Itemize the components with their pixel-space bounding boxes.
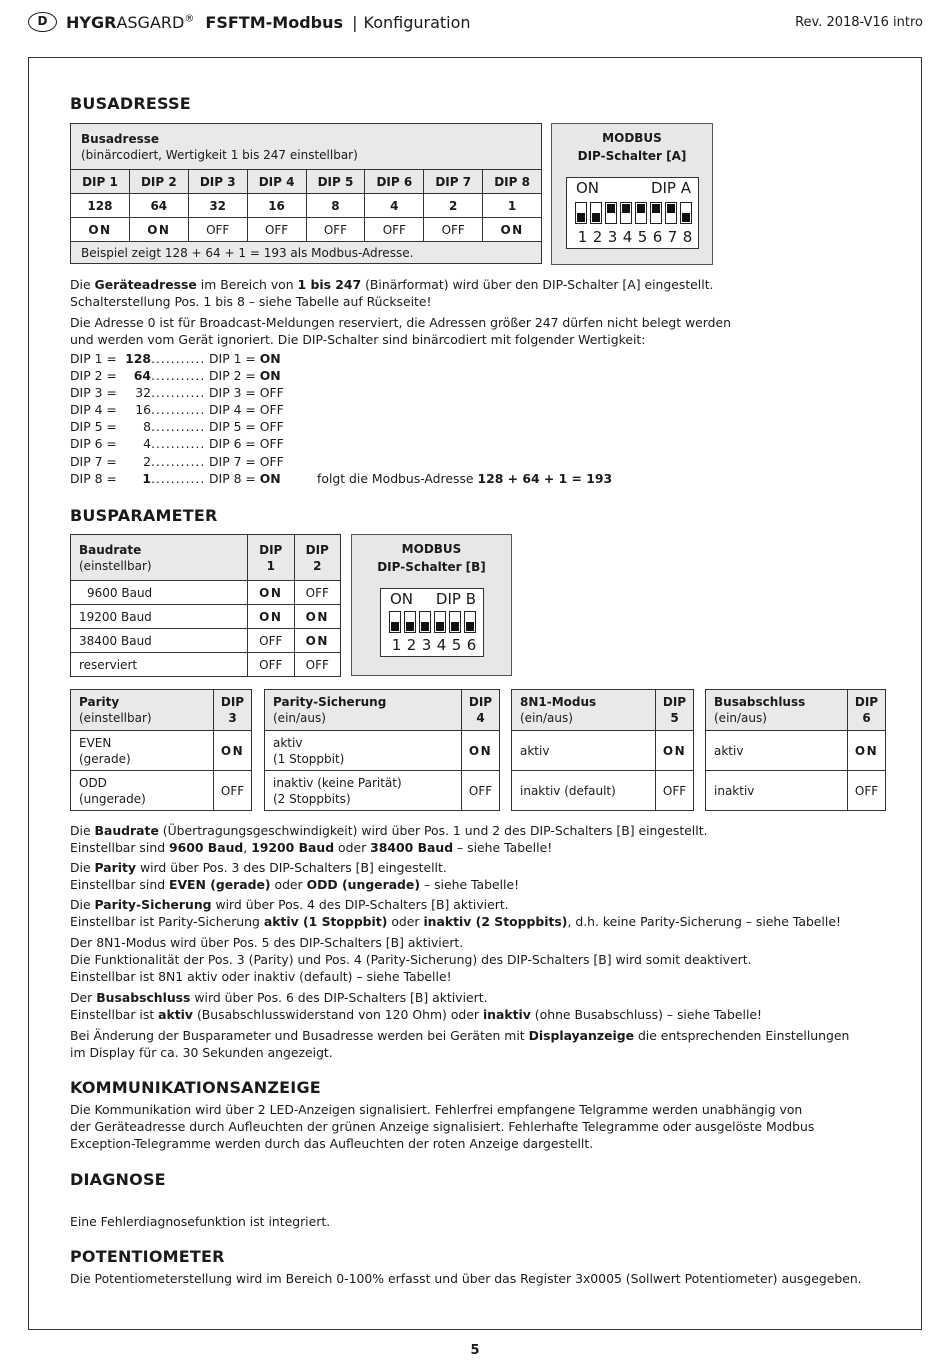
table-row [71, 771, 252, 811]
kommunikation-paragraph: Die Kommunikation wird über 2 LED-Anzeigen signalisiert. Fehlerfrei empfangene Telgramme werden unabhängig von der Geräteadresse durch Aufleuchten der grünen Anzeige signalisiert. Fehlerhafte Telegramme oder ausgelöste Modbus Exception-Telegramme werden durch das Aufleuchten der roten Anzeige dargestellt. [70, 1102, 815, 1151]
parity-sicherung-table [264, 689, 500, 811]
dip-switch-toggle [650, 202, 662, 224]
dip-switch-toggle [449, 611, 461, 633]
dip-switch-knob [592, 213, 600, 222]
table-dip-header: DIP 3 [214, 690, 252, 731]
baudrate-paragraph: Die Baudrate (Übertragungsgeschwindigkeit) wird über Pos. 1 und 2 des DIP-Schalters [B] eingestellt. Einstellbar sind 9600 Baud, 19200 Baud oder 38400 Baud – siehe Tabelle! [70, 823, 708, 855]
baudrate-row [71, 653, 341, 677]
dip-b-title-2: DIP-Schalter [B] [377, 560, 486, 574]
dip-b-numbers [389, 636, 479, 654]
busadresse-state-cell: ON [71, 218, 130, 242]
table-row-label: inaktiv [706, 771, 848, 811]
language-badge: D [28, 12, 57, 32]
page-header [28, 11, 923, 37]
table-row [706, 771, 886, 811]
table-header: 8N1-Modus (ein/aus) [512, 690, 656, 731]
busadresse-table [70, 123, 542, 264]
busadresse-table-header [71, 124, 542, 170]
dip-switch-toggle [590, 202, 602, 224]
table-dip-header: DIP 5 [656, 690, 694, 731]
dip-weight-row: DIP 1 = 128 ........... DIP 1 = ON [70, 351, 281, 366]
dip-b-label: DIP B [435, 590, 476, 608]
baudrate-dip2: ON [294, 629, 341, 653]
baudrate-dip2: OFF [294, 581, 341, 605]
page-number: 5 [470, 1343, 480, 1358]
baudrate-dip2: OFF [294, 653, 341, 677]
dip-switch-knob [436, 622, 444, 631]
baudrate-label: reserviert [71, 653, 248, 677]
table-header: Parity (einstellbar) [71, 690, 214, 731]
heading-busadresse: BUSADRESSE [70, 94, 191, 113]
baudrate-dip1: OFF [248, 629, 295, 653]
busadresse-state-row [71, 218, 542, 242]
dip-switch-knob [682, 213, 690, 222]
dip-a-on-label: ON [576, 179, 600, 197]
table-row-label: aktiv [512, 731, 656, 771]
table-row-label: aktiv [706, 731, 848, 771]
table-row [71, 731, 252, 771]
table-row-value: ON [214, 731, 252, 771]
busadresse-col-header: DIP 1 [71, 170, 130, 194]
busadresse-weight-cell: 128 [71, 194, 130, 218]
dip-weight-row: DIP 3 = 32 ........... DIP 3 = OFF [70, 385, 284, 401]
8n1-table [511, 689, 694, 811]
dip-switch-number: 8 [682, 228, 693, 246]
busadresse-col-header: DIP 8 [483, 170, 542, 194]
baudrate-label: 38400 Baud [71, 629, 248, 653]
busadresse-paragraph-2: Die Adresse 0 ist für Broadcast-Meldungen reserviert, die Adressen größer 247 dürfen nicht belegt werden und werden vom Gerät ignoriert. Die DIP-Schalter sind binärcodiert mit folgender Wertigkeit: [70, 315, 731, 347]
table-row-value: OFF [656, 771, 694, 811]
table-row [265, 731, 500, 771]
busadresse-col-header: DIP 7 [424, 170, 483, 194]
dip-switch-knob [607, 204, 615, 213]
dip-switch-knob [391, 622, 399, 631]
busadresse-col-header: DIP 3 [188, 170, 247, 194]
dip-switch-toggle [434, 611, 446, 633]
table-row-value: OFF [462, 771, 500, 811]
busadresse-weight-cell: 2 [424, 194, 483, 218]
modbus-address-result: folgt die Modbus-Adresse 128 + 64 + 1 = 193 [317, 470, 613, 486]
dip-a-numbers [575, 228, 695, 246]
dip-weight-row: DIP 5 = 8 ........... DIP 5 = OFF [70, 419, 284, 435]
dip-switch-number: 6 [466, 636, 477, 654]
dip-weight-row: DIP 7 = 2 ........... DIP 7 = OFF [70, 453, 284, 469]
heading-potentiometer: POTENTIOMETER [70, 1247, 225, 1266]
diagnose-paragraph: Eine Fehlerdiagnosefunktion ist integriert. [70, 1214, 331, 1229]
busadresse-weight-cell: 16 [247, 194, 306, 218]
busadresse-weight-cell: 4 [365, 194, 424, 218]
baudrate-label: 9600 Baud [71, 581, 248, 605]
parity-table [70, 689, 252, 811]
busadresse-weight-cell: 8 [306, 194, 365, 218]
dip-weight-row: DIP 6 = 4 ........... DIP 6 = OFF [70, 436, 284, 452]
busadresse-col-header: DIP 4 [247, 170, 306, 194]
dip-switch-toggle [575, 202, 587, 224]
dip-switch-toggle [464, 611, 476, 633]
busadresse-state-cell: ON [129, 218, 188, 242]
dip-switch-toggle [389, 611, 401, 633]
section-name: Konfiguration [363, 13, 471, 32]
table-row [512, 731, 694, 771]
dip-switch-number: 1 [391, 636, 402, 654]
table-row-value: ON [462, 731, 500, 771]
brand-title [66, 13, 471, 32]
busadresse-table-subtitle: (binärcodiert, Wertigkeit 1 bis 247 einstellbar) [81, 147, 358, 162]
table-row [265, 771, 500, 811]
dip-switch-number: 2 [406, 636, 417, 654]
baudrate-dip1: ON [248, 605, 295, 629]
dip-switch-knob [622, 204, 630, 213]
dip-switch-b-box [351, 534, 512, 676]
dip-switch-number: 6 [652, 228, 663, 246]
dip-switch-knob [421, 622, 429, 631]
dip-switch-number: 4 [436, 636, 447, 654]
dip-switch-number: 2 [592, 228, 603, 246]
busadresse-weight-cell: 1 [483, 194, 542, 218]
busadresse-column-row [71, 170, 542, 194]
busabschluss-table [705, 689, 886, 811]
brand-name-light: ASGARD [116, 13, 185, 32]
dip-switch-number: 3 [421, 636, 432, 654]
dip-a-label: DIP A [650, 179, 691, 197]
dip-switch-knob [667, 204, 675, 213]
dip-switch-toggle [665, 202, 677, 224]
dip-switch-toggle [635, 202, 647, 224]
busadresse-weight-cell: 64 [129, 194, 188, 218]
potentiometer-paragraph: Die Potentiometerstellung wird im Bereich 0-100% erfasst und über das Register 3x0005 (Sollwert Potentiometer) ausgegeben. [70, 1271, 862, 1286]
dip-a-title-2: DIP-Schalter [A] [577, 149, 687, 163]
table-row-label: ODD (ungerade) [71, 771, 214, 811]
dip-b-switches [389, 611, 476, 633]
dip-switch-a [566, 177, 699, 249]
busadresse-weight-cell: 32 [188, 194, 247, 218]
dip-a-switches [575, 202, 692, 224]
dip-switch-toggle [605, 202, 617, 224]
table-row-value: OFF [214, 771, 252, 811]
dip-switch-b [380, 588, 484, 657]
busadresse-state-cell: OFF [188, 218, 247, 242]
dip-b-on-label: ON [390, 590, 414, 608]
dip-switch-knob [466, 622, 474, 631]
baudrate-col-dip2: DIP 2 [294, 535, 341, 581]
table-row-value: ON [848, 731, 886, 771]
busadresse-state-cell: OFF [247, 218, 306, 242]
display-paragraph: Bei Änderung der Busparameter und Busadresse werden bei Geräten mit Displayanzeige die entsprechenden Einstellungen im Display für ca. 30 Sekunden angezeigt. [70, 1028, 850, 1060]
table-row-label: inaktiv (default) [512, 771, 656, 811]
dip-switch-number: 7 [667, 228, 678, 246]
busadresse-table-title: Busadresse [81, 131, 159, 146]
table-dip-header: DIP 6 [848, 690, 886, 731]
busadresse-state-cell: OFF [365, 218, 424, 242]
8n1-paragraph: Der 8N1-Modus wird über Pos. 5 des DIP-Schalters [B] aktiviert. Die Funktionalität der Pos. 3 (Parity) und Pos. 4 (Parity-Sicherung) des DIP-Schalters [B] wird somit deaktivert. Einstellbar ist 8N1 aktiv oder inaktiv (default) – siehe Tabelle! [70, 935, 752, 984]
baudrate-header: Baudrate (einstellbar) [71, 535, 248, 581]
busadresse-state-cell: ON [483, 218, 542, 242]
baudrate-row [71, 581, 341, 605]
registered-mark: ® [184, 13, 195, 25]
dip-b-title-1: MODBUS [401, 542, 462, 556]
busadresse-col-header: DIP 5 [306, 170, 365, 194]
dip-weight-row: DIP 2 = 64 ........... DIP 2 = ON [70, 368, 281, 384]
table-header: Parity-Sicherung (ein/aus) [265, 690, 462, 731]
busadresse-col-header: DIP 6 [365, 170, 424, 194]
dip-switch-toggle [620, 202, 632, 224]
heading-kommunikationsanzeige: KOMMUNIKATIONSANZEIGE [70, 1078, 321, 1097]
baudrate-row [71, 629, 341, 653]
baudrate-table [70, 534, 341, 677]
busadresse-state-cell: OFF [306, 218, 365, 242]
baudrate-dip2: ON [294, 605, 341, 629]
table-row-value: ON [656, 731, 694, 771]
dip-switch-knob [577, 213, 585, 222]
dip-switch-number: 3 [607, 228, 618, 246]
busadresse-col-header: DIP 2 [129, 170, 188, 194]
dip-switch-number: 1 [577, 228, 588, 246]
baudrate-row [71, 605, 341, 629]
dip-switch-knob [652, 204, 660, 213]
dip-weight-row: DIP 8 = 1 ........... DIP 8 = ON folgt die Modbus-Adresse 128 + 64 + 1 = 193 [70, 470, 613, 486]
revision-label: Rev. 2018-V16 intro [795, 15, 923, 30]
table-row [706, 731, 886, 771]
dip-switch-knob [406, 622, 414, 631]
product-name: FSFTM-Modbus [205, 13, 344, 32]
table-header: Busabschluss (ein/aus) [706, 690, 848, 731]
parity-paragraph: Die Parity wird über Pos. 3 des DIP-Schalters [B] eingestellt. Einstellbar sind EVEN (gerade) oder ODD (ungerade) – siehe Tabelle! [70, 860, 520, 892]
brand-name-bold: HYGR [66, 13, 117, 32]
dip-switch-knob [451, 622, 459, 631]
dip-a-title-1: MODBUS [602, 131, 662, 145]
heading-diagnose: DIAGNOSE [70, 1170, 166, 1189]
heading-busparameter: BUSPARAMETER [70, 506, 218, 525]
dip-weight-row: DIP 4 = 16 ........... DIP 4 = OFF [70, 402, 284, 418]
baudrate-label: 19200 Baud [71, 605, 248, 629]
busadresse-weight-row [71, 194, 542, 218]
dip-switch-number: 5 [637, 228, 648, 246]
header-separator: | [352, 13, 358, 32]
baudrate-dip1: OFF [248, 653, 295, 677]
baudrate-dip1: ON [248, 581, 295, 605]
parity-sicherung-paragraph: Die Parity-Sicherung wird über Pos. 4 des DIP-Schalters [B] aktiviert. Einstellbar ist Parity-Sicherung aktiv (1 Stoppbit) oder inaktiv (2 Stoppbits), d.h. keine Parity-Sicherung – siehe Tabelle! [70, 897, 841, 929]
dip-switch-knob [637, 204, 645, 213]
baudrate-col-dip1: DIP 1 [248, 535, 295, 581]
dip-weight-list [70, 350, 612, 487]
dip-switch-a-box [551, 123, 713, 265]
dip-switch-toggle [404, 611, 416, 633]
dip-switch-number: 5 [451, 636, 462, 654]
table-row-label: aktiv (1 Stoppbit) [265, 731, 462, 771]
busadresse-example: Beispiel zeigt 128 + 64 + 1 = 193 als Modbus-Adresse. [71, 242, 542, 264]
table-row-label: inaktiv (keine Parität) (2 Stoppbits) [265, 771, 462, 811]
busadresse-paragraph-1: Die Geräteadresse im Bereich von 1 bis 247 (Binärformat) wird über den DIP-Schalter [A] eingestellt. Schalterstellung Pos. 1 bis 8 – siehe Tabelle auf Rückseite! [70, 277, 714, 309]
dip-switch-number: 4 [622, 228, 633, 246]
busadresse-state-cell: OFF [424, 218, 483, 242]
table-dip-header: DIP 4 [462, 690, 500, 731]
table-row-value: OFF [848, 771, 886, 811]
table-row-label: EVEN (gerade) [71, 731, 214, 771]
dip-switch-toggle [419, 611, 431, 633]
table-row [512, 771, 694, 811]
busabschluss-paragraph: Der Busabschluss wird über Pos. 6 des DIP-Schalters [B] aktiviert. Einstellbar ist aktiv (Busabschlusswiderstand von 120 Ohm) oder inaktiv (ohne Busabschluss) – siehe Tabelle! [70, 990, 762, 1022]
dip-switch-toggle [680, 202, 692, 224]
